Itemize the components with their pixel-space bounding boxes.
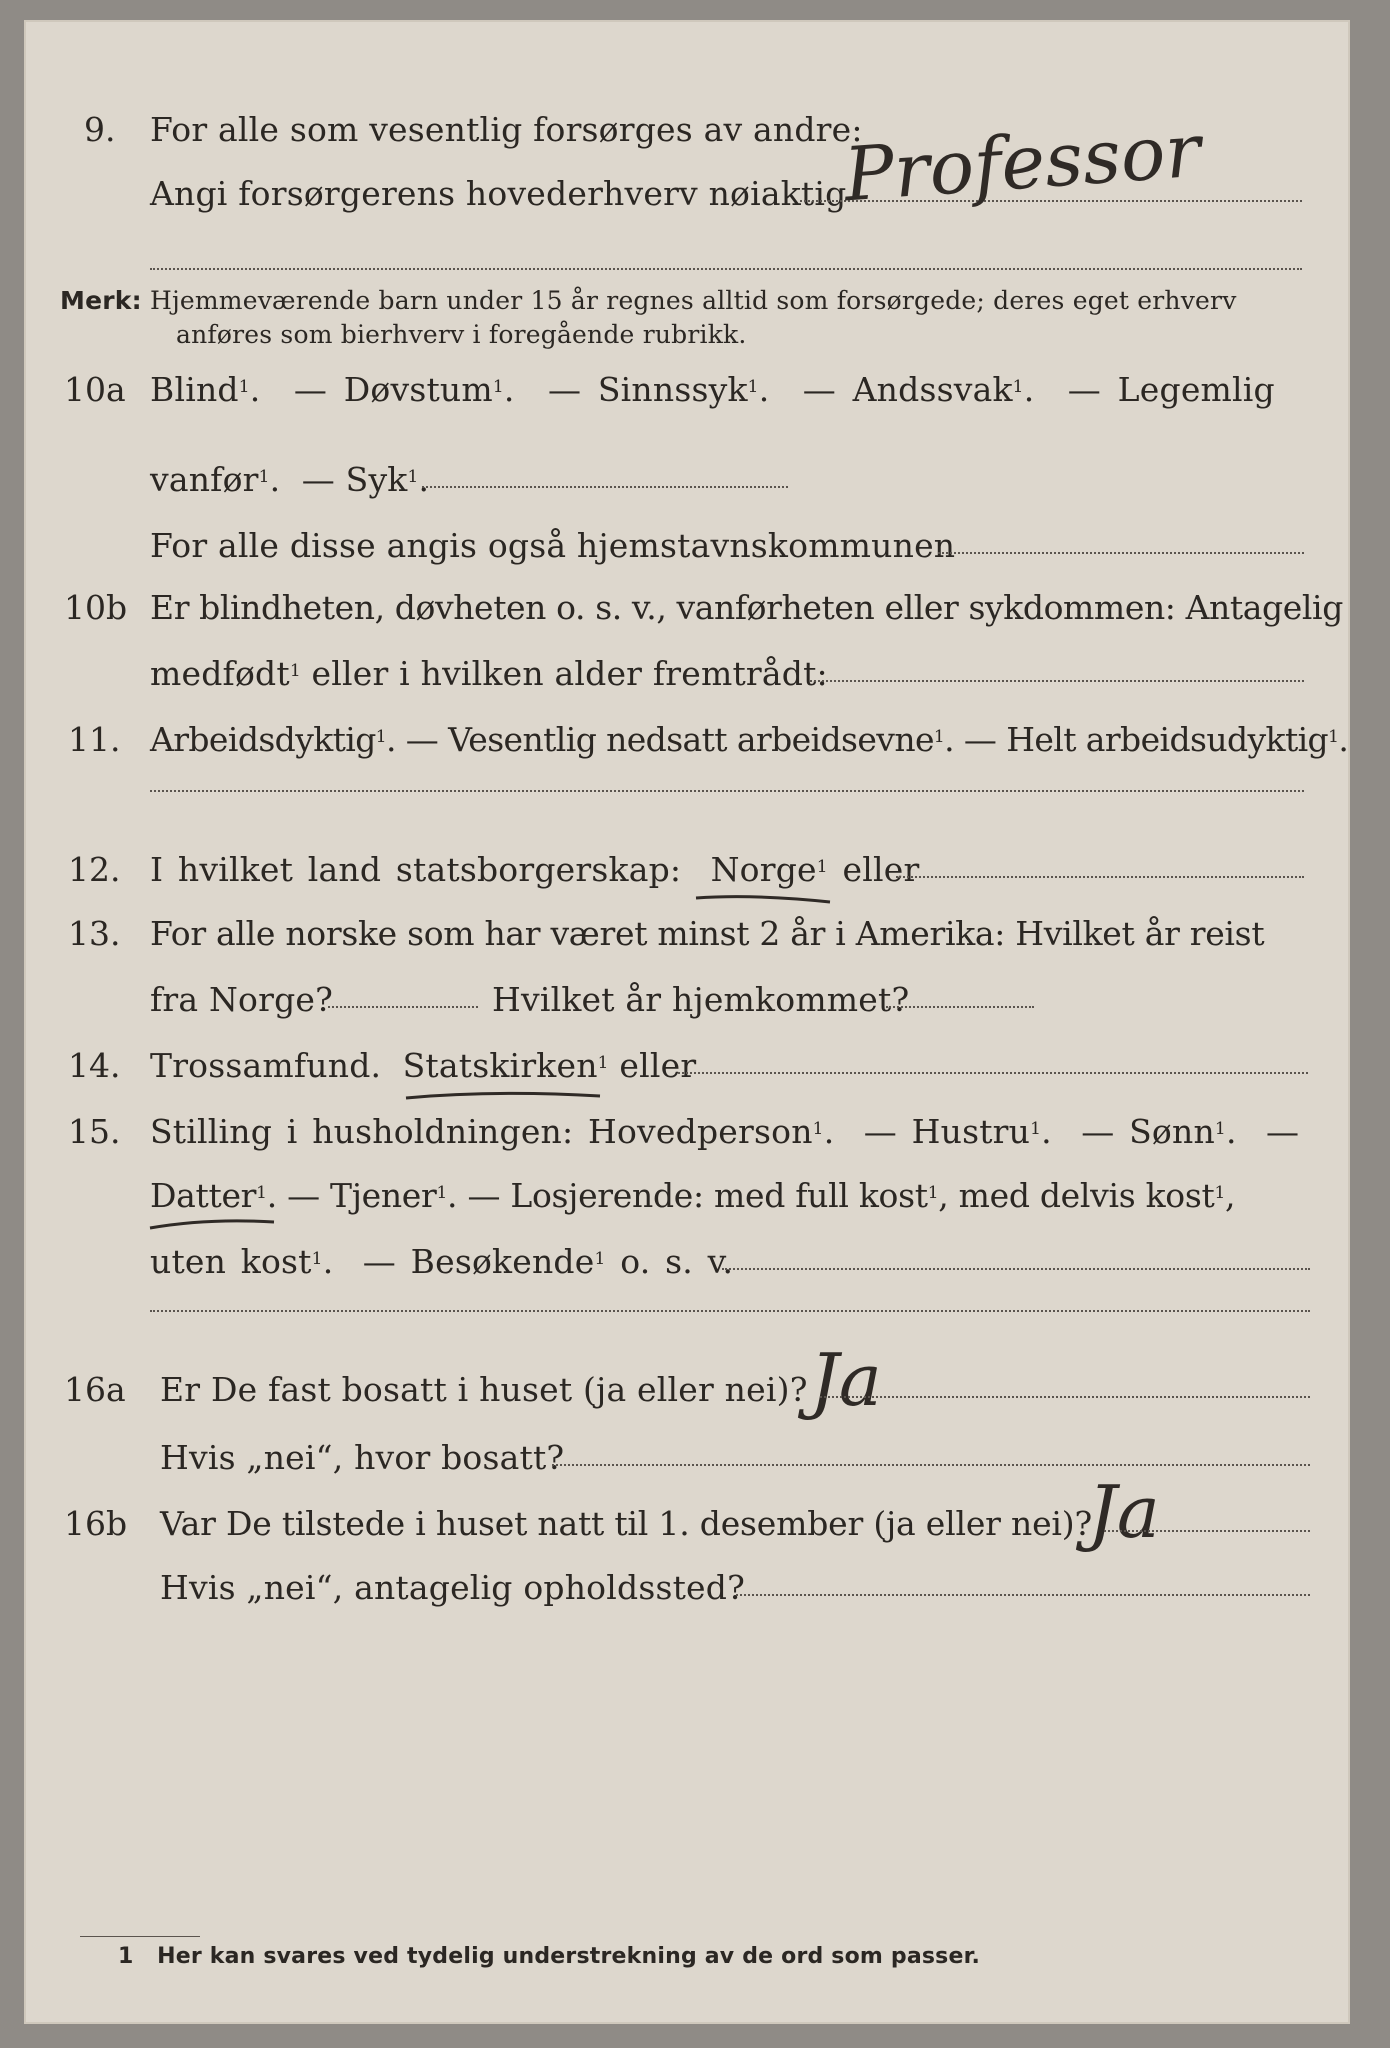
q13-line2b: Hvilket år hjemkommet? bbox=[492, 980, 910, 1019]
q14-text: Trossamfund. bbox=[150, 1046, 382, 1085]
q16b-line2: Hvis „nei“, antagelig opholdssted? bbox=[160, 1568, 745, 1607]
q10b-alder: eller i hvilken alder fremtrådt: bbox=[300, 654, 828, 693]
q15-losjerende: — Losjerende: med full kost bbox=[467, 1176, 928, 1215]
q15-comma: , bbox=[1224, 1176, 1236, 1215]
sup-mark: 1 bbox=[289, 661, 301, 681]
q9-number: 9. bbox=[84, 110, 116, 149]
q13-reist-line bbox=[328, 1006, 478, 1008]
sup-mark: 1 bbox=[1012, 377, 1024, 397]
q10a-blind: Blind bbox=[150, 370, 239, 409]
sup-mark: 1 bbox=[1030, 1119, 1042, 1139]
q12-text: I hvilket land statsborgerskap: bbox=[150, 850, 682, 889]
q11-arbeidsdyktig: Arbeidsdyktig bbox=[150, 720, 376, 759]
q10a-kommune-line bbox=[938, 552, 1304, 554]
q11-nedsatt: — Vesentlig nedsatt arbeidsevne bbox=[405, 720, 934, 759]
q15-hustru: — Hustru bbox=[863, 1112, 1031, 1151]
q15-line2: Datter$^1$. — Tjener$^1$. — Losjerende: med full kost$^1$, med delvis kost$^1$, bbox=[150, 1176, 1236, 1215]
q12-norge: Norge bbox=[710, 850, 817, 889]
q15-datter: Datter bbox=[150, 1176, 257, 1215]
q9-handwritten-answer: Professor bbox=[841, 107, 1204, 219]
merk-line2: anføres som bierhverv i foregående rubrikk. bbox=[176, 320, 747, 349]
q14-underline-mark bbox=[404, 1088, 604, 1108]
sup-mark: 1 bbox=[597, 1053, 609, 1073]
q15-uten-kost: uten kost bbox=[150, 1242, 312, 1281]
sup-mark: 1 bbox=[311, 1249, 323, 1269]
q15-sonn: — Sønn bbox=[1081, 1112, 1215, 1151]
q16b-answer-line bbox=[1104, 1530, 1310, 1532]
q12-number: 12. bbox=[68, 850, 121, 889]
q11-answer-line bbox=[150, 790, 1304, 792]
q10b-medfodt: medfødt bbox=[150, 654, 290, 693]
footnote-text: Her kan svares ved tydelig understrekning av de ord som passer. bbox=[157, 1944, 981, 1969]
q10a-line1: Blind$^1$. — Døvstum$^1$. — Sinnssyk$^1$. — Andssvak$^1$. — Legemlig bbox=[150, 370, 1275, 409]
q10a-number: 10a bbox=[64, 370, 126, 409]
sup-mark: 1 bbox=[407, 467, 419, 487]
q15-osv: o. s. v. bbox=[605, 1242, 734, 1281]
q13-number: 13. bbox=[68, 914, 121, 953]
q11-udyktig: — Helt arbeidsudyktig bbox=[963, 720, 1329, 759]
q12-underline-mark bbox=[694, 890, 834, 910]
q10a-line2: vanfør$^1$. — Syk$^1$. bbox=[150, 460, 430, 499]
merk-text1: Hjemmeværende barn under 15 år regnes alltid som forsørgede; deres eget erhverv bbox=[149, 286, 1237, 315]
q13-line2a: fra Norge? bbox=[150, 980, 334, 1019]
sup-mark: 1 bbox=[238, 377, 250, 397]
q14-statskirken: Statskirken bbox=[402, 1046, 598, 1085]
footnote-mark: 1 bbox=[118, 1944, 134, 1969]
q15-line3: uten kost$^1$. — Besøkende$^1$ o. s. v. bbox=[150, 1242, 734, 1281]
q14-eller: eller bbox=[608, 1046, 697, 1085]
q15-delvis: , med delvis kost bbox=[938, 1176, 1215, 1215]
sup-mark: 1 bbox=[1328, 727, 1339, 747]
q15-line1: Stilling i husholdningen: Hovedperson$^1$. — Hustru$^1$. — Sønn$^1$. — bbox=[150, 1112, 1300, 1151]
q15-hovedperson: Stilling i husholdningen: Hovedperson bbox=[150, 1112, 813, 1151]
q11-line: Arbeidsdyktig$^1$. — Vesentlig nedsatt arbeidsevne$^1$. — Helt arbeidsudyktig$^1$. bbox=[150, 720, 1349, 759]
q10a-syk-line bbox=[422, 486, 788, 488]
q13-line1: For alle norske som har været minst 2 år i Amerika: Hvilket år reist bbox=[150, 914, 1265, 953]
q14-number: 14. bbox=[68, 1046, 121, 1085]
q16a-number: 16a bbox=[64, 1370, 126, 1409]
q15-besokende: — Besøkende bbox=[362, 1242, 595, 1281]
sup-mark: 1 bbox=[1214, 1183, 1225, 1203]
sup-mark: 1 bbox=[436, 1183, 448, 1203]
q12-answer-line bbox=[896, 876, 1304, 878]
sup-mark: 1 bbox=[812, 1119, 824, 1139]
q10a-dovstum: — Døvstum bbox=[293, 370, 493, 409]
sup-mark: 1 bbox=[594, 1249, 606, 1269]
sup-mark: 1 bbox=[1214, 1119, 1226, 1139]
sup-mark: 1 bbox=[747, 377, 759, 397]
q15-dash: — bbox=[1266, 1112, 1300, 1151]
sup-mark: 1 bbox=[258, 467, 270, 487]
q15-tjener: — Tjener bbox=[287, 1176, 437, 1215]
q12-line bbox=[150, 850, 919, 890]
q16a-answer-line bbox=[820, 1396, 1310, 1398]
q16a-line2: Hvis „nei“, hvor bosatt? bbox=[160, 1438, 565, 1477]
footnote-rule bbox=[80, 1936, 200, 1937]
q16b-handwritten-answer: Ja bbox=[1088, 1470, 1160, 1554]
q16a-handwritten-answer: Ja bbox=[810, 1338, 882, 1422]
q10b-line1: Er blindheten, døvheten o. s. v., vanførheten eller sykdommen: Antagelig bbox=[150, 588, 1343, 627]
q9-line2: Angi forsørgerens hovederhverv nøiaktig bbox=[150, 174, 847, 213]
q9-line1: For alle som vesentlig forsørges av andre: bbox=[150, 110, 863, 149]
q10b-number: 10b bbox=[64, 588, 128, 627]
merk-label: Merk: bbox=[60, 286, 142, 315]
sup-mark: 1 bbox=[927, 1183, 939, 1203]
footnote bbox=[118, 1942, 980, 1972]
q15-underline-mark bbox=[148, 1216, 278, 1236]
sup-mark: 1 bbox=[816, 857, 828, 877]
sup-mark: 1 bbox=[933, 727, 945, 747]
q16a-bosatt-line bbox=[552, 1464, 1310, 1466]
q16b-number: 16b bbox=[64, 1504, 128, 1543]
census-form-page bbox=[24, 20, 1350, 2024]
q16b-line1: Var De tilstede i huset natt til 1. desember (ja eller nei)? bbox=[160, 1504, 1092, 1543]
q10a-sinnssyk: — Sinnssyk bbox=[547, 370, 748, 409]
sup-mark: 1 bbox=[375, 727, 386, 747]
q15-answer-line bbox=[722, 1268, 1310, 1270]
q16b-opholdssted-line bbox=[736, 1594, 1310, 1596]
q10b-line2 bbox=[150, 654, 828, 694]
q15-number: 15. bbox=[68, 1112, 121, 1151]
q9-extra-line bbox=[150, 268, 1302, 270]
q10a-legemlig: — Legemlig bbox=[1067, 370, 1275, 409]
q16a-line1: Er De fast bosatt i huset (ja eller nei)? bbox=[160, 1370, 808, 1409]
q14-line bbox=[150, 1046, 696, 1086]
q10a-syk: — Syk bbox=[301, 460, 408, 499]
q11-number: 11. bbox=[68, 720, 121, 759]
q14-answer-line bbox=[678, 1072, 1308, 1074]
merk-line1 bbox=[60, 284, 1237, 318]
q13-hjemkommet-line bbox=[886, 1006, 1034, 1008]
q10a-vanfor: vanfør bbox=[150, 460, 259, 499]
sup-mark: 1 bbox=[256, 1183, 267, 1203]
sup-mark: 1 bbox=[492, 377, 504, 397]
q12-eller: eller bbox=[827, 850, 920, 889]
q10b-answer-line bbox=[810, 680, 1304, 682]
q10a-line3: For alle disse angis også hjemstavnskommunen bbox=[150, 526, 956, 565]
q15-extra-line bbox=[150, 1310, 1310, 1312]
q10a-andssvak: — Andssvak bbox=[802, 370, 1013, 409]
